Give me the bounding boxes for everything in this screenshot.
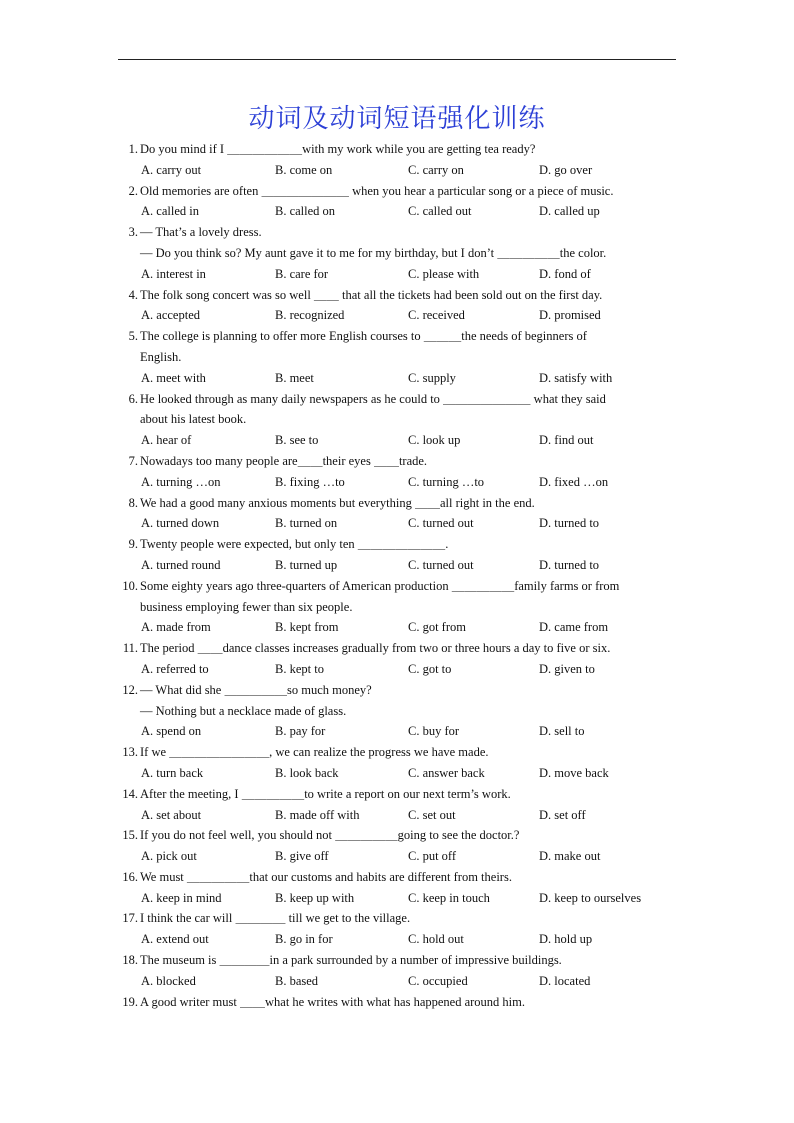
answer-option: B. recognized <box>275 308 345 323</box>
question-number: 16. <box>122 869 138 884</box>
answer-option: B. fixing …to <box>275 474 345 489</box>
question-item <box>118 742 678 784</box>
question-item <box>118 139 678 181</box>
question-text-continuation: — Nothing but a necklace made of glass. <box>140 703 347 718</box>
question-number: 17. <box>122 911 138 926</box>
answer-options <box>118 264 678 285</box>
question-stem <box>118 680 678 701</box>
question-item <box>118 389 678 451</box>
question-stem <box>118 451 678 472</box>
answer-option: D. promised <box>539 308 601 323</box>
question-text-continuation: about his latest book. <box>140 412 247 427</box>
question-item <box>118 493 678 535</box>
answer-option: A. extend out <box>141 932 209 947</box>
answer-options <box>118 721 678 742</box>
answer-option: C. buy for <box>408 724 460 739</box>
question-stem <box>118 638 678 659</box>
question-text: If we ＿＿＿＿＿＿＿＿, we can realize the progress we have made. <box>140 745 489 760</box>
question-number: 7. <box>128 453 138 468</box>
answer-options <box>118 763 678 784</box>
question-text: The period ＿＿dance classes increases gradually from two or three hours a day to five or six. <box>140 641 611 656</box>
question-stem <box>118 493 678 514</box>
question-item <box>118 680 678 742</box>
answer-option: C. look up <box>408 433 461 448</box>
question-stem <box>118 742 678 763</box>
question-list <box>118 139 678 1012</box>
answer-option: A. accepted <box>141 308 200 323</box>
question-number: 19. <box>122 994 138 1009</box>
answer-option: C. called out <box>408 204 472 219</box>
question-text-continuation: English. <box>140 349 182 364</box>
question-number: 1. <box>128 142 138 156</box>
question-text: If you do not feel well, you should not ＿＿＿＿＿going to see the doctor.? <box>140 828 520 843</box>
question-stem <box>118 222 678 243</box>
question-text: — What did she ＿＿＿＿＿so much money? <box>140 682 372 697</box>
question-number: 3. <box>128 225 138 240</box>
answer-option: C. occupied <box>408 973 468 988</box>
question-text: Twenty people were expected, but only ten ＿＿＿＿＿＿＿. <box>140 537 449 552</box>
answer-option: C. turning …to <box>408 474 485 489</box>
answer-option: D. keep to ourselves <box>539 890 642 905</box>
question-stem <box>118 534 678 555</box>
answer-option: B. care for <box>275 266 329 281</box>
question-stem <box>118 389 678 410</box>
question-text-continuation: business employing fewer than six people. <box>140 599 353 614</box>
question-number: 9. <box>128 537 138 552</box>
answer-options <box>118 971 678 992</box>
answer-option: A. meet with <box>141 370 206 385</box>
question-text: We must ＿＿＿＿＿that our customs and habits are different from theirs. <box>140 869 512 884</box>
question-stem <box>118 181 678 202</box>
answer-option: C. turned out <box>408 516 474 531</box>
question-item <box>118 867 678 909</box>
answer-option: B. look back <box>275 765 339 780</box>
answer-option: D. satisfy with <box>539 370 613 385</box>
answer-option: B. keep up with <box>275 890 355 905</box>
answer-options <box>118 929 678 950</box>
question-number: 18. <box>122 953 138 968</box>
answer-option: B. called on <box>275 204 336 219</box>
answer-option: C. supply <box>408 370 456 385</box>
answer-option: D. set off <box>539 807 586 822</box>
question-stem <box>118 867 678 888</box>
answer-option: A. called in <box>141 204 199 219</box>
question-stem <box>118 784 678 805</box>
question-item <box>118 451 678 493</box>
answer-option: C. put off <box>408 849 457 864</box>
answer-option: A. turning …on <box>141 474 221 489</box>
question-text: Nowadays too many people are＿＿their eyes ＿＿trade. <box>140 453 428 468</box>
answer-option: C. got from <box>408 620 466 635</box>
answer-option: B. meet <box>275 370 314 385</box>
answer-option: A. interest in <box>141 266 206 281</box>
answer-option: C. please with <box>408 266 480 281</box>
question-number: 2. <box>128 183 138 198</box>
answer-option: A. hear of <box>141 433 192 448</box>
answer-option: D. find out <box>539 433 594 448</box>
question-text: Old memories are often ＿＿＿＿＿＿＿ when you hear a particular song or a piece of music. <box>140 183 614 198</box>
answer-option: A. carry out <box>141 162 202 177</box>
answer-option: D. came from <box>539 620 609 635</box>
answer-option: B. turned on <box>275 516 338 531</box>
answer-option: D. turned to <box>539 557 600 572</box>
answer-options <box>118 160 678 181</box>
answer-option: B. give off <box>275 849 329 864</box>
question-text: — That’s a lovely dress. <box>140 225 262 240</box>
answer-option: D. fixed …on <box>539 474 609 489</box>
answer-options <box>118 888 678 909</box>
answer-option: A. blocked <box>141 973 196 988</box>
answer-option: D. turned to <box>539 516 600 531</box>
question-stem <box>118 992 678 1013</box>
answer-option: B. based <box>275 973 319 988</box>
question-text: Some eighty years ago three-quarters of American production ＿＿＿＿＿family farms or from <box>140 578 620 593</box>
answer-option: A. made from <box>141 620 211 635</box>
answer-option: C. turned out <box>408 557 474 572</box>
answer-option: C. set out <box>408 807 456 822</box>
question-item <box>118 576 678 638</box>
answer-options <box>118 617 678 638</box>
answer-option: D. sell to <box>539 724 585 739</box>
answer-option: B. go in for <box>275 932 333 947</box>
question-stem <box>118 576 678 597</box>
answer-option: D. go over <box>539 162 593 177</box>
question-number: 12. <box>122 682 138 697</box>
answer-option: D. called up <box>539 204 600 219</box>
answer-option: B. come on <box>275 162 333 177</box>
question-stem <box>118 326 678 347</box>
question-text: A good writer must ＿＿what he writes with what has happened around him. <box>140 994 525 1009</box>
question-item <box>118 825 678 867</box>
question-text: After the meeting, I ＿＿＿＿＿to write a report on our next term’s work. <box>140 786 511 801</box>
answer-option: D. move back <box>539 765 609 780</box>
question-stem <box>118 950 678 971</box>
answer-option: B. pay for <box>275 724 326 739</box>
answer-option: C. carry on <box>408 162 464 177</box>
question-item <box>118 784 678 826</box>
question-number: 8. <box>128 495 138 510</box>
question-text: We had a good many anxious moments but everything ＿＿all right in the end. <box>140 495 535 510</box>
answer-options <box>118 305 678 326</box>
answer-option: C. received <box>408 308 465 323</box>
question-number: 14. <box>122 786 138 801</box>
answer-option: D. hold up <box>539 932 593 947</box>
question-text: The college is planning to offer more English courses to ＿＿＿the needs of beginners of <box>140 329 587 344</box>
answer-option: A. pick out <box>141 849 197 864</box>
answer-option: C. hold out <box>408 932 464 947</box>
answer-option: D. given to <box>539 661 595 676</box>
answer-option: D. located <box>539 973 591 988</box>
answer-option: A. turned round <box>141 557 221 572</box>
answer-option: D. fond of <box>539 266 591 281</box>
answer-option: C. keep in touch <box>408 890 490 905</box>
question-item <box>118 181 678 223</box>
header-rule <box>118 59 676 60</box>
answer-option: B. kept from <box>275 620 339 635</box>
answer-options <box>118 368 678 389</box>
question-number: 15. <box>122 828 138 843</box>
question-stem <box>118 908 678 929</box>
question-number: 10. <box>122 578 138 593</box>
question-stem <box>118 285 678 306</box>
question-text: He looked through as many daily newspapers as he could to ＿＿＿＿＿＿＿ what they said <box>140 391 606 406</box>
answer-options <box>118 846 678 867</box>
answer-option: A. keep in mind <box>141 890 222 905</box>
question-number: 11. <box>122 641 138 656</box>
question-text-continuation: — Do you think so? My aunt gave it to me for my birthday, but I don’t ＿＿＿＿＿the color. <box>140 245 607 260</box>
question-item <box>118 326 678 388</box>
answer-option: A. spend on <box>141 724 202 739</box>
question-item <box>118 908 678 950</box>
answer-options <box>118 430 678 451</box>
page-title: 动词及动词短语强化训练 <box>248 104 546 134</box>
question-text: Do you mind if I ＿＿＿＿＿＿with my work while you are getting tea ready? <box>140 142 536 156</box>
question-item <box>118 285 678 327</box>
answer-option: A. set about <box>141 807 202 822</box>
answer-option: B. kept to <box>275 661 324 676</box>
answer-option: B. made off with <box>275 807 360 822</box>
question-item <box>118 638 678 680</box>
answer-option: A. referred to <box>141 661 209 676</box>
answer-options <box>118 513 678 534</box>
question-item <box>118 950 678 992</box>
answer-options <box>118 555 678 576</box>
question-number: 5. <box>128 329 138 344</box>
question-item <box>118 992 678 1013</box>
question-number: 6. <box>128 391 138 406</box>
answer-options <box>118 472 678 493</box>
answer-option: A. turned down <box>141 516 220 531</box>
question-item <box>118 534 678 576</box>
answer-option: D. make out <box>539 849 601 864</box>
question-text: I think the car will ＿＿＿＿ till we get to the village. <box>140 911 411 926</box>
question-stem <box>118 139 678 160</box>
question-number: 4. <box>128 287 138 302</box>
answer-options <box>118 201 678 222</box>
question-item <box>118 222 678 284</box>
answer-options <box>118 659 678 680</box>
answer-option: C. answer back <box>408 765 485 780</box>
answer-options <box>118 805 678 826</box>
answer-option: B. see to <box>275 433 319 448</box>
question-text: The museum is ＿＿＿＿in a park surrounded by a number of impressive buildings. <box>140 953 562 968</box>
answer-option: B. turned up <box>275 557 338 572</box>
answer-option: C. got to <box>408 661 452 676</box>
answer-option: A. turn back <box>141 765 204 780</box>
question-number: 13. <box>122 745 138 760</box>
question-stem <box>118 825 678 846</box>
question-text: The folk song concert was so well ＿＿ that all the tickets had been sold out on the first day. <box>140 287 603 302</box>
